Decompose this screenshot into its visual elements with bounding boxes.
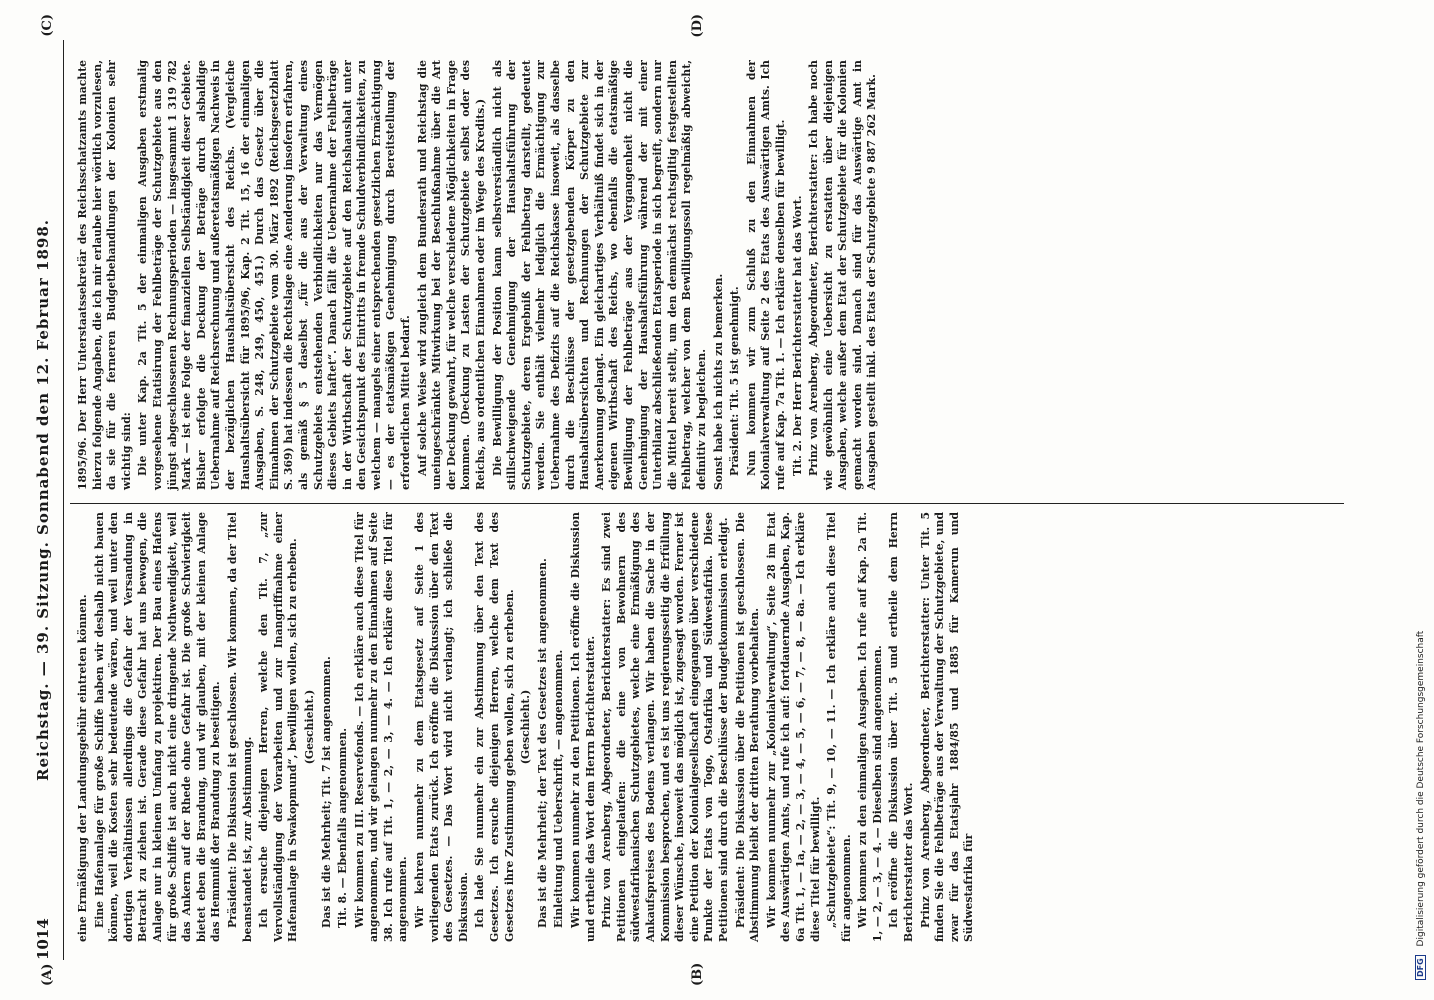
paragraph: 1895/96. Der Herr Unterstaatssekretär des Reichsschatzamts machte hierzu folgende Angaben, die ich mir erlaube hier wörtlich vorzulesen, da sie für die ferneren Budgetbehandlungen der Kolonien sehr wichtig sind: (76, 60, 133, 490)
left-column (76, 512, 979, 942)
paragraph: Tit. 8. — Ebenfalls angenommen. (336, 727, 350, 928)
margin-letter-a: (A) (40, 963, 55, 986)
credit-text: Digitalisierung gefördert durch die Deutsche Forschungsgemeinschaft (1416, 630, 1426, 947)
quoted-paragraph: Auf solche Weise wird zugleich dem Bundesrath und Reichstag die uneingeschränkte Mitwirkung bei der Beschlußnahme über die Art der Deckung gewahrt, für welche verschiedene Möglichkeiten in Frage kommen. (Deckung zu Lasten der Schutzgebiete selbst oder des Reichs, aus ordentlichen Einnahmen oder im Wege des Kredits.) (415, 60, 488, 490)
paragraph: Das ist die Mehrheit; Tit. 7 ist angenommen. (319, 656, 333, 928)
page-number: 1014 (34, 918, 52, 960)
paragraph: Wir kommen zu III. Reservefonds. — Ich erkläre auch diese Titel für angenommen, und wir gelangen nunmehr zu den Einnahmen auf Seite 38. Ich rufe auf Tit. 1, — 2, — 3, — 4. — Ich erkläre diese Titel für angenommen. (352, 512, 410, 942)
paragraph: Tit. 2. Der Herr Berichterstatter hat das Wort. (790, 195, 804, 476)
paragraph: Präsident: Die Diskussion über die Petitionen ist geschlossen. Die Abstimmung bleibt der dritten Berathung vorbehalten. (733, 512, 762, 942)
paragraph: Wir kommen zu den einmaligen Ausgaben. Ich rufe auf Kap. 2a Tit. 1, — 2, — 3, — 4. — Dieselben sind angenommen. (856, 512, 884, 942)
paragraph: Sonst habe ich nichts zu bemerken. (711, 273, 725, 490)
paragraph: Das ist die Mehrheit; der Text des Gesetzes ist angenommen. (535, 558, 549, 928)
paragraph: Wir kommen nunmehr zur „Kolonialverwaltung“, Seite 28 im Etat des Auswärtigen Amts, und rufe ich auf: fortdauernde Ausgaben, Kap. 6a Tit. 1, — 1a, — 2, — 3, — 4, — 5, — 6, — 7, — 8, — 8a. — Ich erkläre diese Titel für bewilligt. (764, 512, 822, 942)
paragraph: Prinz von Arenberg, Abgeordneter, Berichterstatter: Unter Tit. 5 finden Sie die Fehlbeträge aus der Verwaltung der Schutzgebiete, und zwar für das Etatsjahr 1884/85 und 1885 für Kamerun und Südwestafrika für (918, 512, 976, 942)
stage-direction: (Geschieht.) (302, 689, 316, 765)
quoted-paragraph: Die Bewilligung der Position kann selbstverständlich nicht als stillschweigende Genehmigung der Haushaltsführung der Schutzgebiete, deren Ergebniß der Fehlbetrag darstellt, gedeutet werden. Sie enthält vielmehr lediglich die Ermächtigung zur Uebernahme des Defizits auf die Reichskasse insoweit, als dasselbe durch die Beschlüsse der gesetzgebenden Körper zu den Haushaltsübersichten und Rechnungen der Schutzgebiete zur Anerkennung gelangt. Ein gleichartiges Verhältniß findet sich in der eigenen Wirthschaft des Reichs, wo ebenfalls die etatsmäßige Bewilligung der Fehlbeträge aus der Vergangenheit nicht die Genehmigung der Haushaltsführung während der mit einer Unterbilanz abschließenden Etatsperiode in sich begreift, sondern nur die Mittel bereit stellt, um den demnächst rechtsgiltig festgestellten Fehlbetrag, welcher von dem Bewilligungssoll regelmäßig abweicht, definitiv zu begleichen. (490, 60, 708, 490)
paragraph: Wir kehren nunmehr zu dem Etatsgesetz auf Seite 1 des vorliegenden Etats zurück. Ich eröffne die Diskussion über den Text des Gesetzes. — Das Wort wird nicht verlangt; ich schließe die Diskussion. (413, 512, 470, 942)
paragraph: Ich eröffne die Diskussion über Tit. 5 und ertheile dem Herrn Berichterstatter das Wort. (887, 512, 916, 942)
paragraph: Einleitung und Ueberschrift, — angenommen. (552, 649, 566, 928)
paragraph: Eine Hafenanlage für große Schiffe haben wir deshalb nicht bauen können, weil die Kosten sehr bedeutende wären, und weil unter den dortigen Verhältnissen allerdings die Gefahr der Versandung in Betracht zu ziehen ist. Gerade diese Gefahr hat uns bewogen, die Anlage nur in kleinem Umfang zu projektiren. Der Bau eines Hafens für große Schiffe ist auch nicht eine dringende Nothwendigkeit, weil das Ankern auf der Rhede ohne Gefahr ist. Die große Schwierigkeit bietet eben die Brandung, und wir glauben, mit der kleinen Anlage das Hemmniß der Brandung zu beseitigen. (92, 512, 223, 942)
paragraph: Prinz von Arenberg, Abgeordneter, Berichterstatter: Ich habe noch wie gewöhnlich eine Uebersicht zu erstatten über diejenigen Ausgaben, welche außer dem Etat der Schutzgebiete für die Kolonien gemacht worden sind. Danach sind für das Auswärtige Amt in Ausgaben gestellt inkl. des Etats der Schutzgebiete 9 887 262 Mark. (807, 60, 879, 490)
column-divider (70, 503, 1344, 504)
right-column (76, 60, 882, 490)
paragraph: Präsident: Die Diskussion ist geschlossen. Wir kommen, da der Titel beanstandet ist, zur Abstimmung. (225, 512, 254, 942)
digitization-credit (1415, 0, 1426, 1000)
margin-letter-c: (C) (40, 14, 55, 37)
paragraph: Präsident: Tit. 5 ist genehmigt. (728, 286, 742, 476)
quoted-paragraph: Die unter Kap. 2a Tit. 5 der einmaligen Ausgaben erstmalig vorgesehene Etatisirung der Fehlbeträge der Schutzgebiete aus den jüngst abgeschlossenen Rechnungsperioden — insgesammt 1 319 782 Mark — ist eine Folge der finanziellen Selbständigkeit dieser Gebiete. Bisher erfolgte die Deckung der Beträge durch alsbaldige Uebernahme auf Reichsrechnung und außeretatsmäßigen Nachweis in der bezüglichen Haushaltsübersicht des Reichs. (Vergleiche Haushaltsübersicht für 1895/96, Kap. 2 Tit. 15, 16 der einmaligen Ausgaben, S. 248, 249, 450, 451.) Durch das Gesetz über die Einnahmen der Schutzgebiete vom 30. März 1892 (Reichsgesetzblatt S. 369) hat indessen die Rechtslage eine Aenderung insofern erfahren, als gemäß § 5 daselbst „für die aus der Verwaltung eines Schutzgebiets entstehenden Verbindlichkeiten nur das Vermögen dieses Gebiets haftet“. Danach fällt die Uebernahme der Fehlbeträge in der Wirthschaft der Schutzgebiete auf den Reichshaushalt unter den Gesichtspunkt des Eintritts in fremde Schuldverbindlichkeiten, zu welchem — mangels einer entsprechenden gesetzlichen Ermächtigung — es der etatsmäßigen Genehmigung durch Bereitstellung der erforderlichen Mittel bedarf. (136, 60, 413, 490)
margin-letter-d: (D) (690, 14, 705, 38)
paragraph: Nun kommen wir zum Schluß zu den Einnahmen der Kolonialverwaltung auf Seite 2 des Etats des Auswärtigen Amts. Ich rufe auf Kap. 7a Tit. 1. — Ich erkläre denselben für bewilligt. (744, 60, 787, 490)
running-title: Reichstag. — 39. Sitzung. Sonnabend den 12. Februar 1898. (34, 219, 52, 782)
page-header (24, 40, 64, 960)
paragraph: Ich ersuche diejenigen Herren, welche den Tit. 7, „zur Vervollständigung der Vorarbeiten und zur Inangriffnahme einer Hafenanlage in Swakopmund“, bewilligen wollen, sich zu erheben. (257, 512, 300, 942)
paragraph: Ich lade Sie nunmehr ein zur Abstimmung über den Text des Gesetzes. Ich ersuche diejenigen Herren, welche dem Text des Gesetzes ihre Zustimmung geben wollen, sich zu erheben. (473, 512, 516, 942)
margin-letter-b: (B) (690, 962, 705, 986)
paragraph: „Schutzgebiete“: Tit. 9, — 10, — 11. — Ich erkläre auch diese Titel für angenommen. (825, 512, 853, 942)
paragraph: Prinz von Arenberg, Abgeordneter, Berichterstatter: Es sind zwei Petitionen eingelaufen: die eine von Bewohnern des südwestafrikanischen Schutzgebietes, welche eine Ermäßigung des Ankaufspreises des Bodens verlangen. Wir haben die Sache in der Kommission besprochen, und es ist uns regierungsseitig die Erfüllung dieser Wünsche, insoweit das möglich ist, zugesagt worden. Ferner ist eine Petition der Kolonialgesellschaft eingegangen über verschiedene Punkte der Etats von Togo, Ostafrika und Südwestafrika. Diese Petitionen sind durch die Beschlüsse der Budgetkommission erledigt. (600, 512, 730, 942)
paragraph: eine Ermäßigung der Landungsgebühr eintreten können. (76, 594, 89, 942)
header-rule (63, 40, 64, 960)
dfg-logo: DFG (1415, 955, 1426, 980)
stage-direction: (Geschieht.) (519, 689, 533, 765)
paragraph: Wir kommen nunmehr zu den Petitionen. Ich eröffne die Diskussion und ertheile das Wort dem Herrn Berichterstatter. (569, 512, 597, 942)
